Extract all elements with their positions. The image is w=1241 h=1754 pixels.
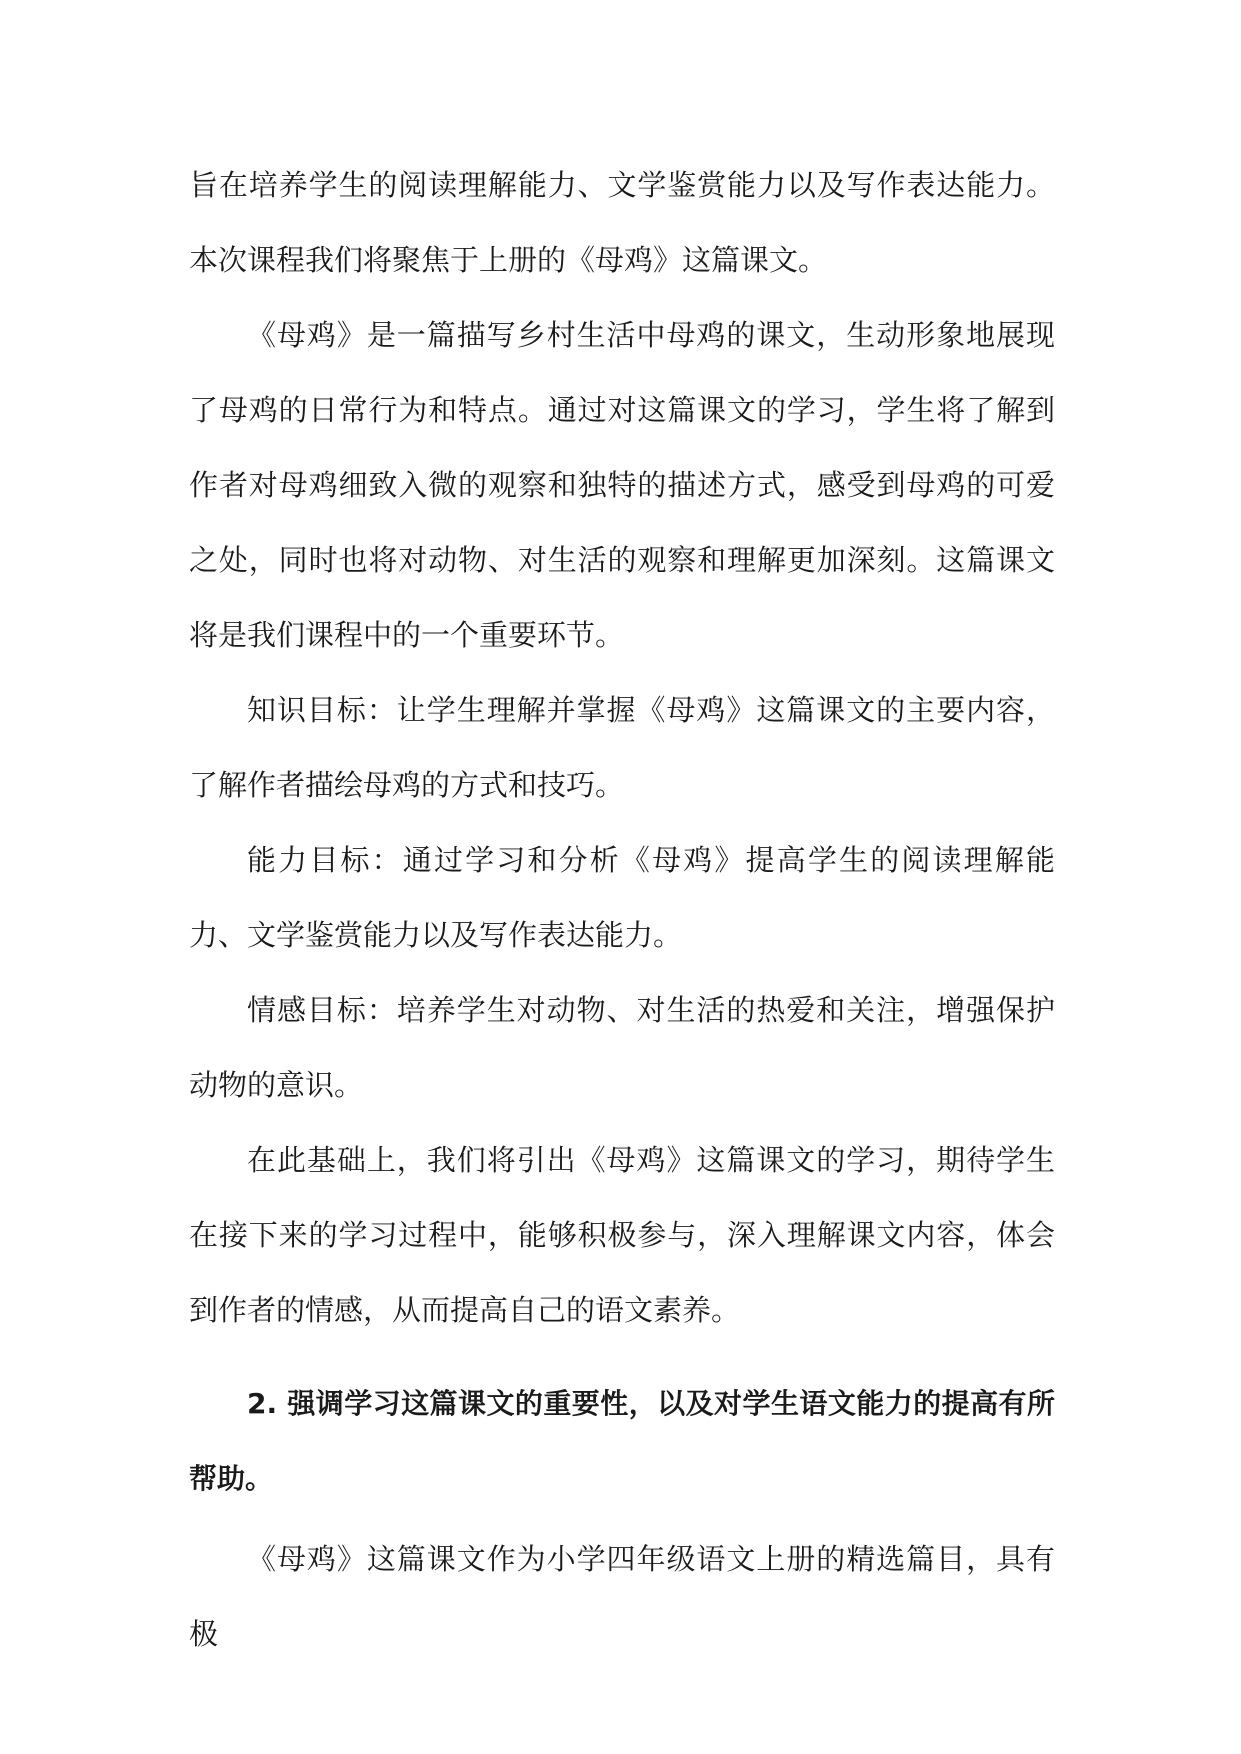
paragraph-transition: 在此基础上，我们将引出《母鸡》这篇课文的学习，期待学生在接下来的学习过程中，能够积极参与，深入理解课文内容，体会到作者的情感，从而提高自己的语文素养。 (189, 1143, 1055, 1327)
paragraph-importance: 《母鸡》这篇课文作为小学四年级语文上册的精选篇目，具有极 (189, 1542, 1055, 1651)
document-body (189, 148, 1055, 1672)
paragraph-emotion-goal: 情感目标：培养学生对动物、对生活的热爱和关注，增强保护动物的意识。 (189, 993, 1055, 1102)
paragraph-continuation: 旨在培养学生的阅读理解能力、文学鉴赏能力以及写作表达能力。本次课程我们将聚焦于上册的《母鸡》这篇课文。 (189, 168, 1055, 277)
paragraph-intro: 《母鸡》是一篇描写乡村生活中母鸡的课文，生动形象地展现了母鸡的日常行为和特点。通过对这篇课文的学习，学生将了解到作者对母鸡细致入微的观察和独特的描述方式，感受到母鸡的可爱之处，同时也将对动物、对生活的观察和理解更加深刻。这篇课文将是我们课程中的一个重要环节。 (189, 318, 1055, 652)
section-heading: 2. 强调学习这篇课文的重要性，以及对学生语文能力的提高有所帮助。 (189, 1387, 1055, 1495)
paragraph-knowledge-goal: 知识目标：让学生理解并掌握《母鸡》这篇课文的主要内容，了解作者描绘母鸡的方式和技巧。 (189, 693, 1055, 802)
paragraph-ability-goal: 能力目标：通过学习和分析《母鸡》提高学生的阅读理解能力、文学鉴赏能力以及写作表达能力。 (189, 843, 1055, 952)
